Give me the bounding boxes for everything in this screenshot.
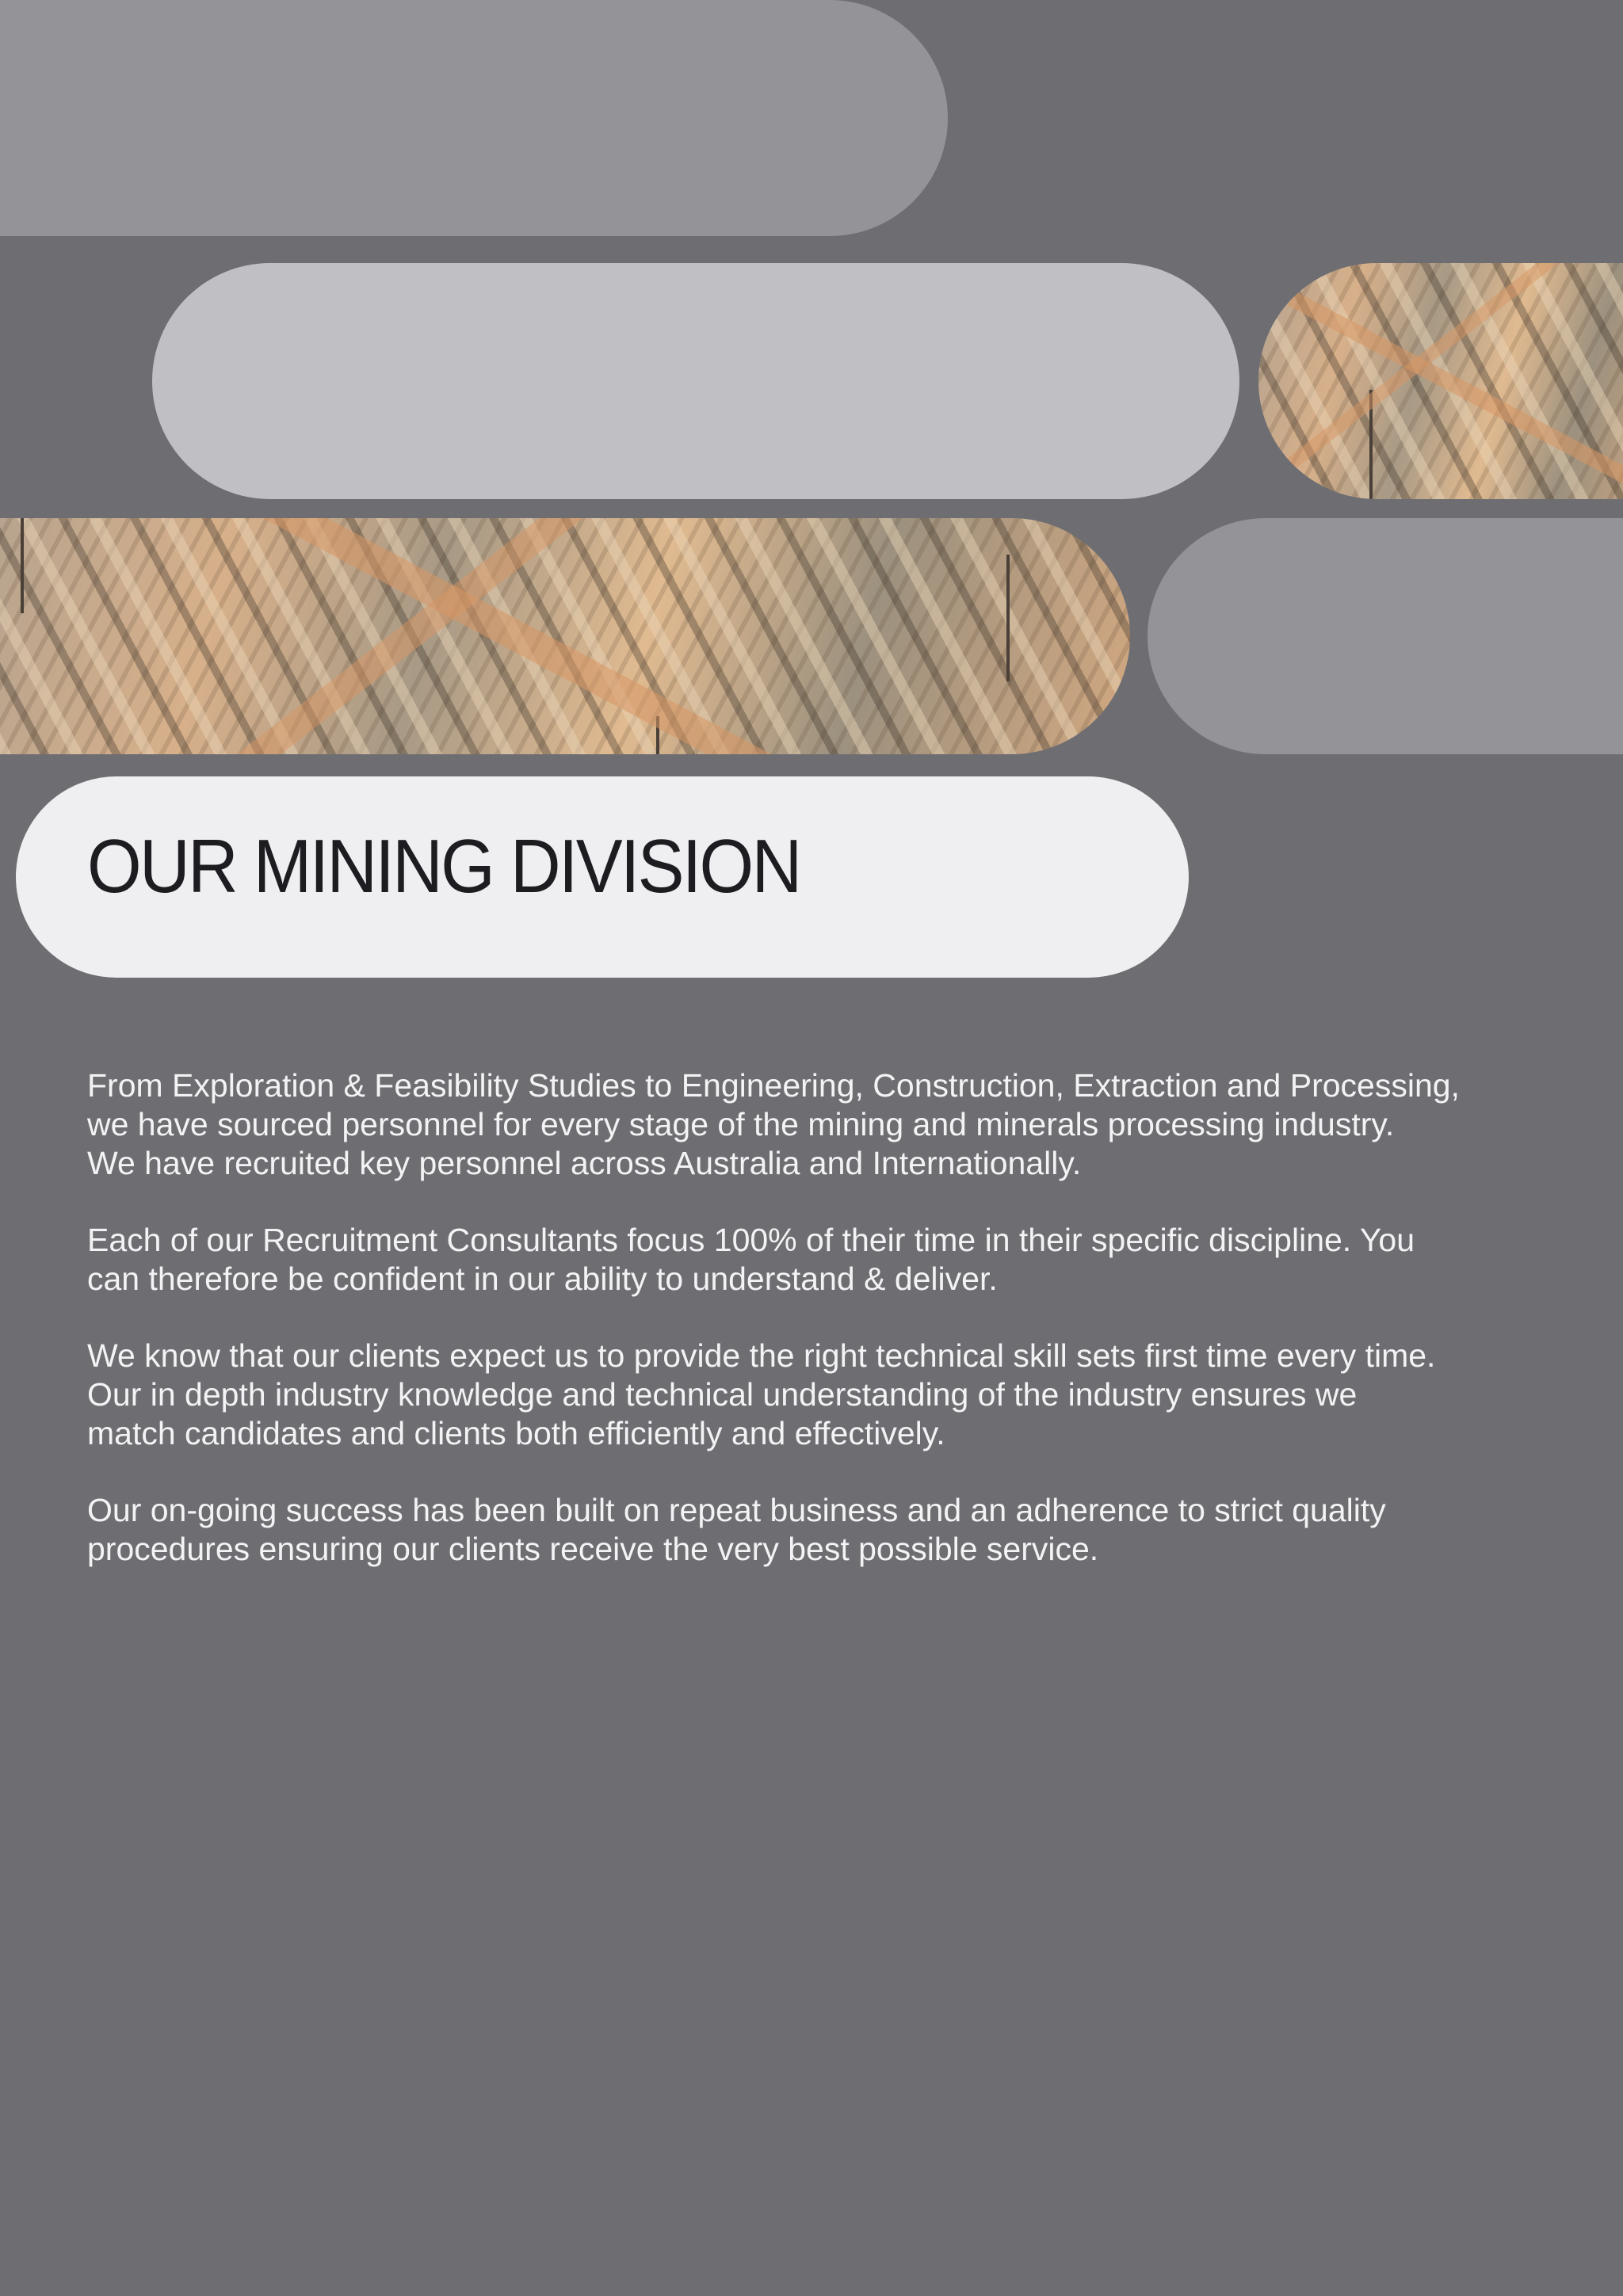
text-line: we have sourced personnel for every stage of the mining and minerals processing industry.: [87, 1106, 1395, 1142]
decorative-pill-light: [152, 263, 1239, 499]
paragraph-1: [87, 1066, 1577, 1183]
text-line: match candidates and clients both efficiently and effectively.: [87, 1415, 945, 1451]
decorative-pill-mid-right: [1148, 518, 1623, 754]
text-line: Each of our Recruitment Consultants focus 100% of their time in their specific discipline. You: [87, 1222, 1415, 1258]
utility-pole: [21, 518, 24, 613]
paragraph-4: [87, 1491, 1577, 1569]
title-banner: [16, 776, 1189, 978]
decorative-pill-top: [0, 0, 948, 236]
text-line: We know that our clients expect us to provide the right technical skill sets first time every time.: [87, 1337, 1436, 1374]
body-text: [87, 1066, 1577, 1607]
text-line: can therefore be confident in our ability to understand & deliver.: [87, 1261, 998, 1297]
text-line: We have recruited key personnel across Australia and Internationally.: [87, 1145, 1082, 1181]
mining-photo-pill-wide: [0, 518, 1130, 754]
text-line: Our in depth industry knowledge and technical understanding of the industry ensures we: [87, 1376, 1358, 1413]
utility-pole: [1369, 390, 1373, 499]
text-line: procedures ensuring our clients receive the very best possible service.: [87, 1531, 1099, 1567]
utility-pole: [656, 716, 659, 754]
paragraph-3: [87, 1337, 1577, 1453]
page-title: OUR MINING DIVISION: [87, 824, 800, 909]
text-line: From Exploration & Feasibility Studies to Engineering, Construction, Extraction and Processing,: [87, 1067, 1460, 1104]
paragraph-2: [87, 1221, 1577, 1299]
text-line: Our on-going success has been built on repeat business and an adherence to strict quality: [87, 1492, 1386, 1528]
utility-pole: [1006, 555, 1010, 681]
mining-photo-pill-right: [1258, 263, 1623, 499]
